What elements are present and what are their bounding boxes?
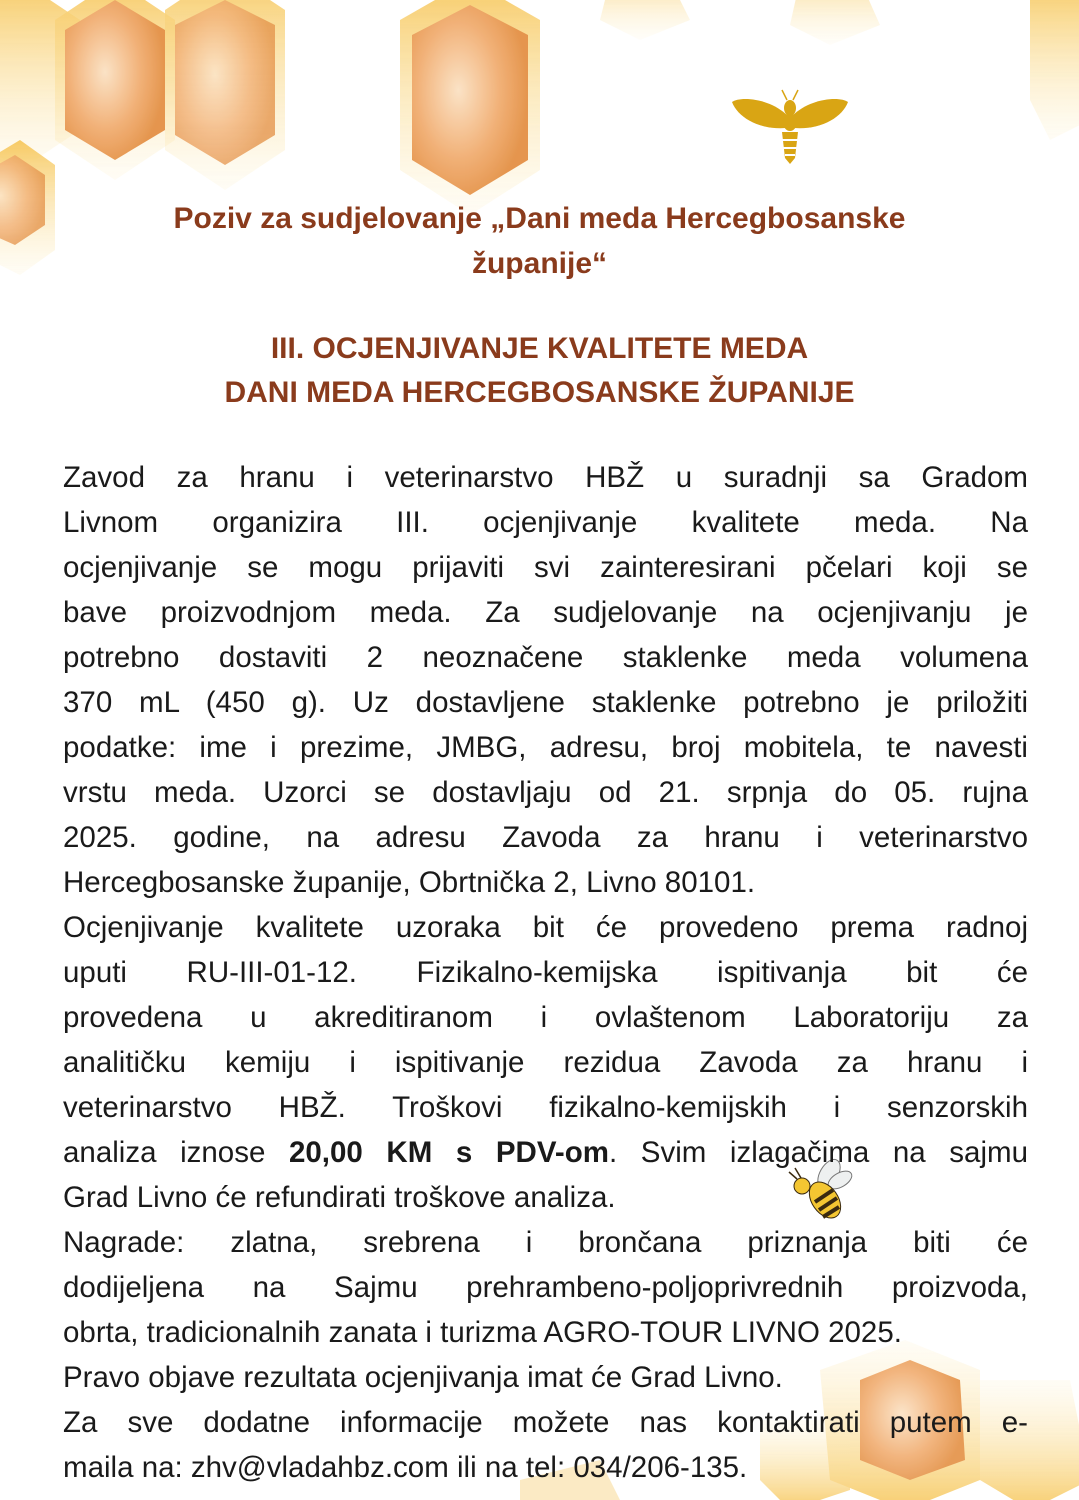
- text-line: ocjenjivanje se mogu prijaviti svi zainteresirani pčelari koji se: [63, 551, 1028, 584]
- text-line: Nagrade: zlatna, srebrena i brončana priznanja biti će: [63, 1226, 1028, 1259]
- section-heading-line-1: III. OCJENJIVANJE KVALITETE MEDA: [270, 332, 809, 365]
- gold-bee-logo: [730, 88, 850, 168]
- section-heading-line-2: DANI MEDA HERCEGBOSANSKE ŽUPANIJE: [224, 376, 855, 409]
- text-line: dodijeljena na Sajmu prehrambeno-poljoprivrednih proizvoda,: [63, 1271, 1028, 1304]
- text-line: Grad Livno će refundirati troškove analiza.: [63, 1181, 616, 1214]
- text-line: Za sve dodatne informacije možete nas kontaktirati putem e-: [63, 1406, 1028, 1439]
- text-line: analitičku kemiju i ispitivanje rezidua Zavoda za hranu i: [63, 1046, 1028, 1079]
- text-line: Zavod za hranu i veterinarstvo HBŽ u suradnji sa Gradom: [63, 461, 1028, 494]
- paragraph-evaluation: [63, 905, 1028, 1220]
- text-line: vrstu meda. Uzorci se dostavljaju od 21. srpnja do 05. rujna: [63, 776, 1028, 809]
- text-line: Ocjenjivanje kvalitete uzoraka bit će provedeno prema radnoj: [63, 911, 1028, 944]
- text-line: provedena u akreditiranom i ovlaštenom Laboratoriju za: [63, 1001, 1028, 1034]
- text-line: obrta, tradicionalnih zanata i turizma AGRO-TOUR LIVNO 2025.: [63, 1316, 902, 1349]
- text-line: podatke: ime i prezime, JMBG, adresu, broj mobitela, te navesti: [63, 731, 1028, 764]
- text-line: veterinarstvo HBŽ. Troškovi fizikalno-kemijskih i senzorskih: [63, 1091, 1028, 1124]
- paragraph-contact: [63, 1400, 1028, 1490]
- text-line-price: [63, 1130, 1028, 1175]
- text-line: uputi RU-III-01-12. Fizikalno-kemijska ispitivanja bit će: [63, 956, 1028, 989]
- paragraph-results: Pravo objave rezultata ocjenjivanja imat će Grad Livno.: [63, 1361, 783, 1394]
- page-title-line-1: Poziv za sudjelovanje „Dani meda Hercegbosanske: [173, 202, 906, 235]
- body-text: [63, 455, 1028, 1490]
- text-line: 370 mL (450 g). Uz dostavljene staklenke potrebno je priložiti: [63, 686, 1028, 719]
- paragraph-intro: [63, 455, 1028, 905]
- text-line: 2025. godine, na adresu Zavoda za hranu i veterinarstvo: [63, 821, 1028, 854]
- price-prefix: analiza iznose: [63, 1136, 289, 1169]
- text-line: bave proizvodnjom meda. Za sudjelovanje na ocjenjivanju je: [63, 596, 1028, 629]
- price-suffix: . Svim izlagačima na sajmu: [608, 1136, 1029, 1169]
- text-line: potrebno dostaviti 2 neoznačene staklenke meda volumena: [63, 641, 1028, 674]
- contact-line: maila na: zhv@vladahbz.com ili na tel: 034/206-135.: [63, 1451, 748, 1484]
- page-title-line-2: županije“: [471, 247, 607, 280]
- text-line: Hercegbosanske županije, Obrtnička 2, Livno 80101.: [63, 866, 756, 899]
- paragraph-awards: [63, 1220, 1028, 1355]
- analysis-price: 20,00 KM s PDV-om: [288, 1136, 609, 1169]
- text-line: Livnom organizira III. ocjenjivanje kvalitete meda. Na: [63, 506, 1028, 539]
